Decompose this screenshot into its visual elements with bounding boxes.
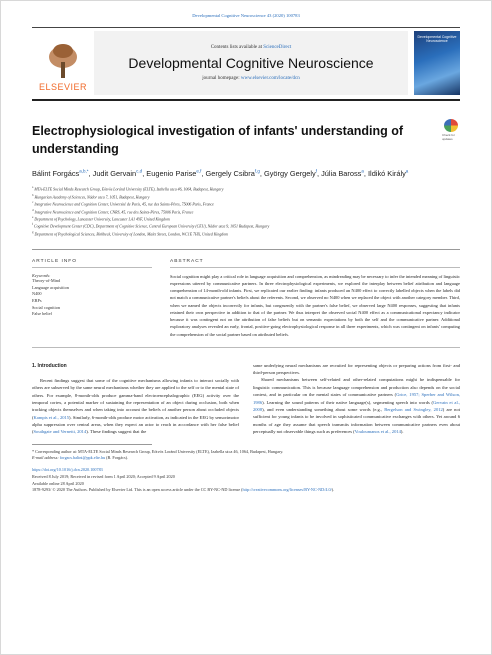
homepage-line [202,76,299,81]
keyword: ERPs [32,297,42,303]
affiliation-text: Cognitive Development Center (CDC), Department of Cognitive Science, Central European University (CEU), Nádor utca 9, 1051 Budapest, Hungary [33,224,270,229]
citation-link[interactable]: Vouloumanos et al., 2014 [354,428,401,434]
intro-paragraph-1 [32,377,239,436]
email-suffix: (B. Forgács). [105,455,129,461]
masthead-center [94,31,408,95]
top-rule [32,27,460,28]
affiliation-marker: e [32,214,34,219]
paragraph-text: ), and even understanding something about some words (e.g., [262,406,385,412]
corresponding-author-note: * Corresponding author at: MTA-ELTE Social Minds Research Group, Eötvös Loránd University (ELTE), Izabella utca 46, 1064, Budapest, Hungary. [32,448,284,454]
email-line [32,455,462,462]
author-affiliation-marker[interactable]: a,b,* [79,168,89,174]
email-link[interactable]: forgacs.balint@ppk.elte.hu [59,455,106,461]
affiliation [32,230,460,237]
elsevier-tree-icon [43,44,83,80]
header-rule [32,249,460,250]
affiliation [32,200,460,207]
keyword-list [32,278,152,318]
keyword: Social cognition [32,304,61,310]
abstract-section [170,259,460,338]
affiliation-marker: a [32,185,34,190]
author-name[interactable]: Júlia Baross [321,169,362,178]
paragraph-text: ). These findings suggest that the [86,429,147,435]
footnote-block [32,449,460,494]
paragraph-text: Shared mechanisms between self-related and other-related computations might be indispensable for linguistic communication. This is because language comprehension and production also depends on the social context, and in particular on the mental states of communicative partners ( [253,377,460,398]
affiliation [32,193,460,200]
body-column-right [253,362,460,436]
affiliation-text: Integrative Neuroscience and Cognition Center, CNRS, 45, rue des Saints-Pères, 75006 Paris, France [33,209,194,214]
journal-masthead [32,31,460,95]
author-name[interactable]: Bálint Forgács [32,169,80,178]
paragraph-text: ). [400,428,404,434]
article-title: Electrophysiological investigation of infants' understanding of understanding [32,124,404,156]
affiliation-text: Hungarian Academy of Sciences, Nádor utca 7, 1051, Budapest, Hungary [33,195,150,200]
cover-title: Developmental Cognitive Neuroscience [417,35,457,44]
keyword: N400 [32,291,42,297]
affiliation [32,208,460,215]
contents-line [211,45,292,50]
author-affiliation-marker[interactable]: e,f [196,168,202,174]
keyword: Theory-of-Mind [32,277,61,283]
license-link[interactable]: http://creativecommons.org/licenses/BY-NC-ND/4.0/ [242,487,332,493]
citation-link[interactable]: Southgate and Vernetti, 2014 [33,429,87,435]
author-name[interactable]: György Gergely [263,169,316,178]
affiliation-text: Department of Psychological Sciences, Birkbeck, University of London, Malet Street, London, WC1E 7HX, United Kingdom [33,231,228,236]
keyword: Language acquisition [32,284,69,290]
author-name[interactable]: Judit Gervain [92,169,137,178]
affiliation-text: MTA-ELTE Social Minds Research Group, Eötvös Loránd University (ELTE), Izabella utca 46, 1064, Budapest, Hungary [33,187,224,192]
crossmark-icon [444,119,458,132]
crossmark-badge[interactable] [442,119,460,141]
author-affiliation-marker[interactable]: a [361,168,364,174]
homepage-prefix: journal homepage: [202,76,241,81]
citation-link[interactable]: Grice, 1957; Sperber and Wilson, 1986 [253,392,460,405]
online-date: Available online 28 April 2020 [32,480,84,486]
affiliation [32,222,460,229]
license-suffix: ). [331,487,335,493]
publisher-name: ELSEVIER [38,82,88,92]
abstract-rule [32,347,460,348]
journal-homepage-link[interactable]: www.elsevier.com/locate/dcn [240,76,300,81]
affiliation-list [32,185,460,236]
affiliation [32,215,460,222]
affiliation-marker: b [32,192,34,197]
affiliation-marker: d [32,207,34,212]
sciencedirect-link[interactable]: ScienceDirect [263,45,292,50]
license-line [32,487,462,494]
crossmark-label: Check for updates [442,133,455,141]
article-info [32,259,152,338]
paragraph-text: ) are not sufficient for young infants to be involved in sophisticated communicative exchanges with others. Yet around 6 months of age they assume that speech transmits information between communicative partners even about perceptually not observable things such as preferences ( [253,406,460,434]
author-name[interactable]: Gergely Csibra [205,169,255,178]
journal-title: Developmental Cognitive Neuroscience [128,55,374,71]
author-affiliation-marker[interactable]: f,g [254,168,260,174]
affiliation [32,185,460,192]
abstract-text: Social cognition might play a critical role in language acquisition and comprehension, as mindreading may be necessary to infer the intended meaning of linguistic expressions uttered by communicative partners. In three electrophysiological experiments, we explored the interplay between belief attribution and language comprehension of 14-month-old infants. First, we replicated our earlier finding: infants produced an N400 effect to correctly labelled objects when the labels did not match a communicative partner's beliefs about the referents. Second, we observed no N400 when we replaced the object with another category member. Third, when we named the objects incorrectly for infants, but congruently with the partner's false belief, we observed large N400 responses, suggesting that infants retained their own perspective in addition to that of the partner. We thus interpret the observed social N400 effect as a communicational expectancy indicator because it was contingent not on the attribution of false beliefs but on semantic expectations by both the self and the communicative partner. Additional exploratory analyses revealed an early, frontal, positive-going electrophysiological response in all three experiments, which was contingent on infants' computing the comprehension of the social partner based on attributed beliefs. [170,273,460,337]
affiliation-marker: c [32,200,34,205]
citation-link[interactable]: Bergelson and Swingley, 2012 [384,406,443,412]
received-dates: Received 8 July 2019; Received in revised form 1 April 2020; Accepted 9 April 2020 [32,473,175,479]
license-prefix: 1878-9293/ © 2020 The Authors. Published by Elsevier Ltd. This is an open access article under the CC BY-NC-ND license ( [32,487,243,493]
paragraph-text: Recent findings suggest that some of the cognitive mechanisms allowing infants to interact socially with others are subserved by the same neural mechanisms whether they are applied to the self or to the mental state of others. For example, 8-month-olds produce gamma-band electroencephalographic (EEG) activity over the temporal cortex, a potential marker of sustaining the representation of an object during occlusion, both when tracking objects themselves and when taking into account the beliefs of another person about occluded objects ( [32,377,239,420]
masthead-rule [32,99,460,101]
title-row [32,123,460,158]
running-head[interactable]: Developmental Cognitive Neuroscience 43 (2020) 100783 [192,13,300,18]
keywords-title: Keywords: [32,272,51,278]
elsevier-logo [32,31,94,95]
affiliation-marker: g [32,229,34,234]
journal-cover[interactable] [414,31,460,95]
email-label: E-mail address: [32,455,60,461]
citation-link[interactable]: Gervain et al., 2008 [253,399,460,412]
affiliation-text: Department of Psychology, Lancaster University, Lancaster LA1 4YF, United Kingdom [33,217,170,222]
keyword: False belief [32,311,52,317]
citation-link[interactable]: Kampis et al., 2015 [33,414,70,420]
author-affiliation-marker[interactable]: c,d [136,168,143,174]
abstract-label: ABSTRACT [170,259,460,268]
article-info-label: ARTICLE INFO [32,259,152,268]
author-affiliation-marker[interactable]: f [315,168,317,174]
body-column-left [32,362,239,436]
info-row [32,259,460,338]
section-heading: 1. Introduction [32,362,67,369]
affiliation-text: Integrative Neuroscience and Cognition Center, Université de Paris, 45, rue des Saints-Pères, 75006 Paris, France [33,202,214,207]
intro-paragraph-2 [253,376,460,435]
affiliation-marker: f [32,222,33,227]
paragraph-text: ). Learning the sound patterns of their native language(s), segmenting speech into words ( [262,399,434,405]
paragraph-text: ). Similarly, 6-month-olds produce motor activation, as indicated in the EEG by sensorimotor alpha suppression over central areas, when they expect an actor to reach in accordance with her false belief ( [32,414,239,435]
author-name[interactable]: Eugenio Parise [146,169,197,178]
author-affiliation-marker[interactable]: a [405,168,409,174]
contents-prefix: Contents lists available at [210,45,264,50]
doi-link[interactable]: https://doi.org/10.1016/j.dcn.2020.100783 [32,467,103,473]
author-list: Bálint Forgács$^{a,b,*}$, Judit Gervain$^{c,d}$, Eugenio Parise$^{e,f}$, Gergely Csibra$^{f,g}$, György Gergely$^f$, Júlia Baross$^a$, Ildikó Király$^a$ [32,168,409,178]
body-columns [32,362,460,436]
author-name[interactable]: Ildikó Király [368,169,406,178]
intro-paragraph-continued: same underlying neural mechanisms are recruited for representing objects or preparing actions from first- and third-person perspectives. [253,362,460,376]
